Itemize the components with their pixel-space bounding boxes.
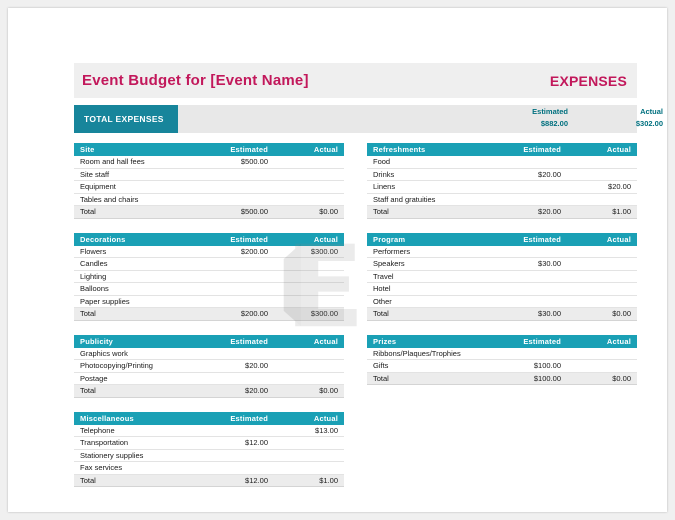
row-estimated[interactable] [204,425,274,437]
row-estimated[interactable]: $20.00 [204,360,274,373]
row-actual[interactable] [567,283,637,296]
row-estimated[interactable] [497,348,567,360]
row-label: Postage [74,372,204,385]
row-label: Balloons [74,283,204,296]
row-estimated[interactable]: $500.00 [204,156,274,168]
col-header-estimated: Estimated [204,412,274,425]
row-label: Linens [367,181,497,194]
row-estimated[interactable] [204,283,274,296]
table-title-refreshments: Refreshments [367,143,497,156]
row-label: Travel [367,270,497,283]
row-estimated[interactable] [497,181,567,194]
table-row[interactable] [367,295,637,308]
row-actual[interactable] [567,156,637,168]
row-label: Equipment [74,181,204,194]
row-estimated[interactable] [204,295,274,308]
row-label: Drinks [367,168,497,181]
table-prizes [367,335,637,386]
row-estimated[interactable] [497,283,567,296]
total-estimated: $500.00 [204,206,274,219]
table-row[interactable] [74,425,344,437]
table-header-row [74,233,344,246]
total-label: Total [74,474,204,487]
row-estimated[interactable]: $100.00 [497,360,567,373]
table-row[interactable] [74,168,344,181]
row-estimated[interactable] [204,449,274,462]
table-row[interactable] [367,246,637,258]
summary-estimated-value: $882.00 [540,119,568,128]
col-header-actual: Actual [274,412,344,425]
total-estimated: $200.00 [204,308,274,321]
row-actual[interactable] [274,168,344,181]
row-estimated[interactable] [497,295,567,308]
col-header-estimated: Estimated [204,335,274,348]
table-row[interactable] [74,193,344,206]
table-row[interactable] [367,348,637,360]
col-header-actual: Actual [567,233,637,246]
table-row[interactable] [74,462,344,475]
row-estimated[interactable] [204,181,274,194]
row-actual[interactable] [274,193,344,206]
row-actual[interactable] [567,258,637,271]
document-page [8,8,667,512]
table-total-row [74,474,344,487]
total-actual: $0.00 [567,372,637,385]
row-actual[interactable] [567,246,637,258]
row-actual[interactable] [274,462,344,475]
table-total-row [367,308,637,321]
row-label: Tables and chairs [74,193,204,206]
row-actual[interactable] [274,270,344,283]
total-actual: $0.00 [274,385,344,398]
row-estimated[interactable] [204,462,274,475]
row-estimated[interactable] [497,193,567,206]
row-actual[interactable]: $300.00 [274,246,344,258]
row-label: Gifts [367,360,497,373]
col-header-estimated: Estimated [497,335,567,348]
row-estimated[interactable]: $200.00 [204,246,274,258]
row-label: Speakers [367,258,497,271]
table-row[interactable] [74,283,344,296]
table-row[interactable] [74,156,344,168]
row-label: Fax services [74,462,204,475]
col-header-actual: Actual [274,233,344,246]
table-total-row [74,308,344,321]
col-header-actual: Actual [274,335,344,348]
col-header-estimated: Estimated [497,143,567,156]
row-label: Transportation [74,437,204,450]
table-decorations [74,233,344,321]
total-actual: $1.00 [274,474,344,487]
col-header-estimated: Estimated [497,233,567,246]
table-title-prizes: Prizes [367,335,497,348]
col-header-estimated: Estimated [204,143,274,156]
row-actual[interactable]: $13.00 [274,425,344,437]
row-label: Site staff [74,168,204,181]
total-label: Total [367,308,497,321]
row-label: Lighting [74,270,204,283]
row-estimated[interactable] [204,168,274,181]
row-estimated[interactable] [204,270,274,283]
table-row[interactable] [367,156,637,168]
table-header-row [74,412,344,425]
col-header-actual: Actual [567,335,637,348]
table-refreshments [367,143,637,219]
row-actual[interactable] [274,283,344,296]
row-estimated[interactable] [497,270,567,283]
table-program [367,233,637,321]
col-header-estimated: Estimated [204,233,274,246]
row-actual[interactable] [274,258,344,271]
row-estimated[interactable]: $12.00 [204,437,274,450]
row-actual[interactable] [567,295,637,308]
total-estimated: $30.00 [497,308,567,321]
table-header-row [74,143,344,156]
table-title-publicity: Publicity [74,335,204,348]
row-estimated[interactable] [497,156,567,168]
row-actual[interactable] [567,168,637,181]
total-actual: $0.00 [274,206,344,219]
table-row[interactable] [74,270,344,283]
table-row[interactable] [74,372,344,385]
table-row[interactable] [367,168,637,181]
title-band [74,63,637,98]
table-row[interactable] [74,181,344,194]
table-row[interactable] [74,246,344,258]
total-label: Total [367,372,497,385]
table-miscellaneous [74,412,344,488]
table-row[interactable] [367,258,637,271]
row-label: Food [367,156,497,168]
total-actual: $300.00 [274,308,344,321]
table-site [74,143,344,219]
table-total-row [367,206,637,219]
row-actual[interactable] [567,193,637,206]
table-total-row [74,385,344,398]
row-estimated[interactable] [204,258,274,271]
row-label: Candles [74,258,204,271]
row-actual[interactable] [274,348,344,360]
row-label: Ribbons/Plaques/Trophies [367,348,497,360]
row-label: Staff and gratuities [367,193,497,206]
total-estimated: $100.00 [497,372,567,385]
total-actual: $0.00 [567,308,637,321]
row-label: Performers [367,246,497,258]
total-expenses-summary [74,105,663,133]
total-expenses-values [178,105,663,133]
table-row[interactable] [367,181,637,194]
table-title-miscellaneous: Miscellaneous [74,412,204,425]
table-title-decorations: Decorations [74,233,204,246]
row-estimated[interactable] [497,246,567,258]
summary-actual-value: $302.00 [635,119,663,128]
row-actual[interactable] [274,295,344,308]
row-label: Paper supplies [74,295,204,308]
row-actual[interactable] [274,156,344,168]
table-title-program: Program [367,233,497,246]
table-row[interactable] [74,295,344,308]
total-estimated: $12.00 [204,474,274,487]
table-header-row [367,233,637,246]
total-actual: $1.00 [567,206,637,219]
row-actual[interactable] [567,348,637,360]
summary-actual-header: Actual [640,107,663,116]
table-row[interactable] [367,193,637,206]
row-actual[interactable] [274,181,344,194]
row-actual[interactable] [274,360,344,373]
total-label: Total [74,385,204,398]
total-label: Total [74,206,204,219]
row-actual[interactable] [567,270,637,283]
row-estimated[interactable] [204,348,274,360]
left-column [74,143,344,501]
table-row[interactable] [74,258,344,271]
row-actual[interactable] [274,449,344,462]
row-label: Hotel [367,283,497,296]
row-estimated[interactable]: $30.00 [497,258,567,271]
table-row[interactable] [74,437,344,450]
table-publicity [74,335,344,398]
total-estimated: $20.00 [497,206,567,219]
row-label: Stationery supplies [74,449,204,462]
table-header-row [74,335,344,348]
row-label: Telephone [74,425,204,437]
col-header-actual: Actual [274,143,344,156]
table-row[interactable] [367,283,637,296]
table-row[interactable] [74,348,344,360]
table-title-site: Site [74,143,204,156]
table-row[interactable] [74,360,344,373]
row-estimated[interactable]: $20.00 [497,168,567,181]
row-label: Other [367,295,497,308]
row-actual[interactable] [274,437,344,450]
total-expenses-label: TOTAL EXPENSES [74,105,178,133]
row-label: Flowers [74,246,204,258]
total-estimated: $20.00 [204,385,274,398]
row-label: Room and hall fees [74,156,204,168]
col-header-actual: Actual [567,143,637,156]
table-row[interactable] [74,449,344,462]
table-row[interactable] [367,270,637,283]
row-label: Photocopying/Printing [74,360,204,373]
row-actual[interactable]: $20.00 [567,181,637,194]
table-header-row [367,335,637,348]
table-header-row [367,143,637,156]
page-title: Event Budget for [Event Name] [82,72,309,89]
total-label: Total [74,308,204,321]
table-total-row [74,206,344,219]
row-estimated[interactable] [204,193,274,206]
row-actual[interactable] [274,372,344,385]
row-estimated[interactable] [204,372,274,385]
summary-estimated-header: Estimated [532,107,568,116]
row-actual[interactable] [567,360,637,373]
table-total-row [367,372,637,385]
page-subtitle: EXPENSES [549,72,627,89]
right-column [367,143,637,399]
table-row[interactable] [367,360,637,373]
row-label: Graphics work [74,348,204,360]
total-label: Total [367,206,497,219]
